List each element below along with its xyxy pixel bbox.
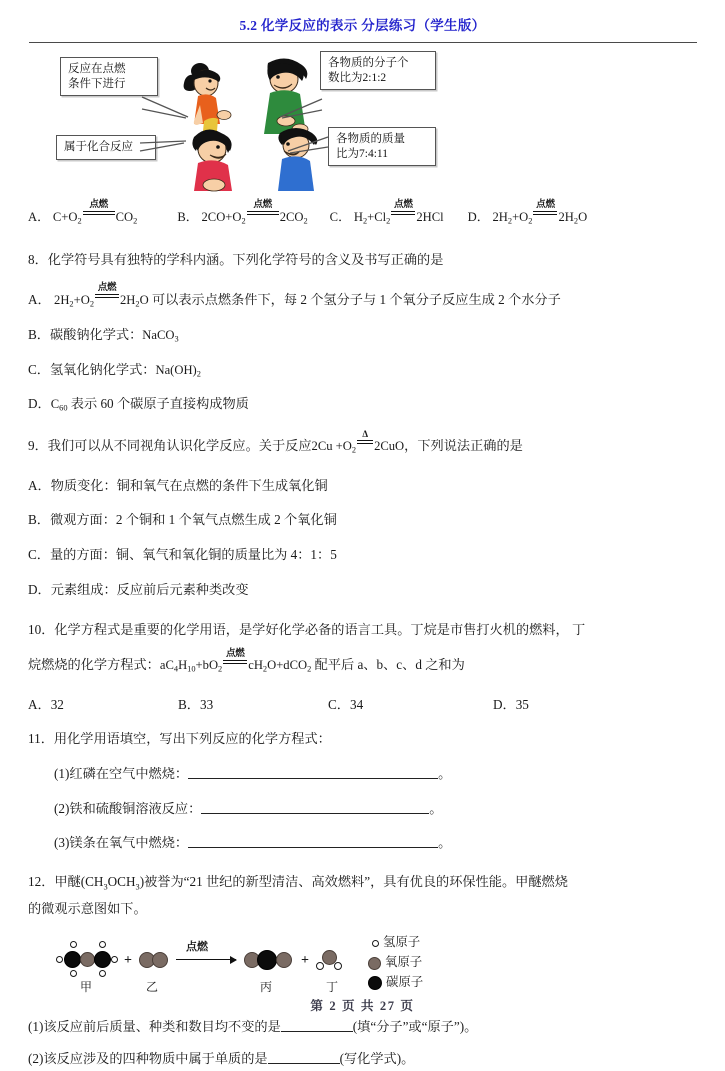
oxygen-atom [276, 952, 292, 968]
item-end: 。 [438, 835, 452, 851]
formula-text: +bO [195, 658, 219, 673]
equals-bar [357, 440, 373, 444]
formula-text: H [178, 658, 188, 673]
speech-bubble-2 [320, 51, 436, 90]
answer-blank[interactable] [281, 1018, 353, 1032]
oxygen-atom [152, 952, 168, 968]
formula-text: 2CuO [374, 439, 405, 454]
legend-oxygen [368, 952, 422, 970]
formula-sub: 2 [303, 216, 308, 226]
formula-sub: 10 [187, 664, 196, 674]
item-end: 。 [438, 765, 452, 781]
q9-stem [28, 429, 687, 459]
q8-option-d [28, 391, 687, 417]
stem-text: 配平后 a、b、c、d 之和为 [314, 657, 465, 673]
formula-text: cH [248, 658, 263, 673]
speech-bubble-1 [60, 57, 158, 96]
bubble-line: 属于化合反应 [64, 141, 133, 153]
q9-option-d [28, 577, 687, 603]
reaction-condition: 点燃 [97, 282, 117, 294]
oxygen-legend-icon [368, 957, 381, 970]
option-text: 可以表示点燃条件下，每 2 个氢分子与 1 个氧分子反应生成 2 个水分子 [152, 292, 561, 308]
q9-equation [311, 429, 405, 455]
equals-bar [391, 211, 415, 215]
legend-label: 氧原子 [385, 954, 423, 969]
formula-sub: 3 [135, 882, 140, 892]
reaction-condition: 点燃 [253, 199, 272, 211]
page-footer: 第 2 页 共 27 页 [310, 999, 415, 1013]
formula-sub: 2 [386, 216, 391, 226]
formula-sub: 2 [528, 216, 533, 226]
formula-text: +O [512, 210, 529, 224]
answer-blank[interactable] [201, 800, 429, 814]
carbon-legend-icon [368, 976, 382, 990]
q9-option-a [28, 473, 687, 499]
q7-option-d [467, 199, 588, 226]
stem-text: )被誉为“21 世纪的新型清洁、高效燃料”，具有优良的环保性能。甲醚燃烧 [139, 874, 568, 890]
bubble-line: 反应在点燃 [68, 63, 126, 75]
molecule-label-bing: 丙 [259, 979, 272, 994]
q8-option-a [28, 282, 687, 313]
formula-text: aC [159, 658, 174, 673]
q10-option-b: B．33 [178, 697, 214, 713]
option-label: D． [28, 581, 51, 597]
title-divider [29, 42, 697, 43]
option-text: 元素组成：反应前后元素种类改变 [50, 581, 249, 597]
formula-text: 2CO [279, 210, 304, 224]
formula-text: O [139, 293, 149, 308]
option-label: B． [177, 210, 199, 224]
q12-stem-line2: 的微观示意图如下。 [28, 901, 147, 917]
formula-sub: 2 [89, 299, 94, 309]
formula-text: C [50, 397, 60, 412]
formula-sub: 60 [59, 403, 68, 413]
molecule-diagram [54, 928, 687, 1004]
stem-text: 烷燃烧的化学方程式： [28, 657, 160, 673]
formula-text: 2H [558, 210, 574, 224]
cartoon-girl-red [184, 123, 246, 191]
formula-text: 2H [120, 293, 136, 308]
molecule-label-jia: 甲 [79, 979, 92, 994]
reaction-condition: 点燃 [225, 647, 245, 659]
stem-text: 12．甲醚(CH [28, 874, 104, 890]
bubble-line: 各物质的质量 [336, 133, 405, 145]
formula-sub: 2 [262, 664, 268, 674]
formula-sub: 3 [174, 334, 179, 344]
reaction-condition: Δ [362, 429, 368, 440]
equals-bar [247, 211, 279, 215]
reaction-condition: 点燃 [394, 199, 413, 211]
bubble-line: 比为7:4:11 [336, 147, 388, 160]
carbon-atom [94, 951, 111, 968]
q11-item-1 [54, 761, 687, 787]
q8-option-c [28, 357, 687, 383]
hydrogen-legend-icon [372, 940, 379, 947]
reaction-condition: 点燃 [536, 199, 555, 211]
item-text: (1)该反应前后质量、种类和数目均不变的是 [28, 1018, 281, 1034]
answer-blank[interactable] [188, 835, 438, 849]
option-label: C． [329, 210, 351, 224]
formula-text: 2HCl [416, 210, 444, 224]
reaction-condition: 点燃 [186, 940, 208, 953]
formula-sub: 2 [135, 299, 140, 309]
item-text: (填“分子”或“原子”)。 [352, 1018, 478, 1034]
q10-option-d: D．35 [493, 697, 529, 713]
q8-equation [54, 282, 149, 309]
item-text: (1)红磷在空气中燃烧： [54, 765, 189, 781]
bubble-line: 数比为2:1:2 [328, 71, 387, 84]
q10-stem-line1: 10．化学方程式是重要的化学用语，是学好化学必备的语言工具。丁烷是市售打火机的燃料， 丁 [28, 621, 586, 637]
oxygen-atom [80, 952, 95, 967]
q10-stem-line2 [28, 647, 687, 678]
formula-text: C+O [52, 210, 78, 224]
equals-bar [83, 211, 115, 215]
q11-stem: 11．用化学用语填空，写出下列反应的化学方程式： [28, 731, 331, 747]
bubble-tail-3 [138, 139, 190, 161]
q11-item-3 [54, 830, 687, 856]
q7-options-row [28, 199, 687, 226]
item-text: (2)铁和硫酸铜溶液反应： [54, 800, 202, 816]
q7-option-c [329, 199, 444, 226]
formula-sub: 2 [241, 216, 246, 226]
hydrogen-atom [56, 956, 63, 963]
option-text: 表示 60 个碳原子直接构成物质 [70, 396, 249, 412]
q7-option-a [28, 199, 138, 226]
equals-bar [223, 660, 247, 664]
q8-option-b [28, 322, 687, 348]
carbon-atom [257, 950, 277, 970]
formula-naco3 [142, 328, 178, 342]
formula-sub: 2 [307, 664, 312, 674]
q10-options-row [28, 694, 687, 713]
cartoon-illustration [28, 47, 687, 192]
formula-sub: 2 [77, 216, 82, 226]
hydrogen-atom [70, 970, 77, 977]
formula-sub: 2 [507, 216, 513, 226]
hydrogen-atom [316, 962, 324, 970]
speech-bubble-4 [328, 127, 436, 166]
q10-option-c: C．34 [328, 697, 364, 713]
formula-c60 [51, 397, 68, 411]
option-text: 微观方面：2 个铜和 1 个氧气点燃生成 2 个氧化铜 [49, 512, 337, 528]
formula-sub: 2 [362, 216, 368, 226]
bubble-tail-2 [278, 97, 324, 121]
formula-naoh2 [155, 363, 200, 377]
q7-option-b [177, 199, 308, 226]
legend-label: 氢原子 [383, 934, 421, 949]
q10-option-a: A．32 [28, 697, 64, 713]
answer-blank[interactable] [268, 1050, 340, 1064]
option-label: A． [28, 210, 50, 224]
q8-stem: 8．化学符号具有独特的学科内涵。下列化学符号的含义及书写正确的是 [28, 252, 444, 268]
option-label: C． [28, 361, 50, 377]
molecule-label-yi: 乙 [145, 979, 158, 994]
formula-text: 2H [492, 210, 508, 224]
option-label: B． [28, 326, 50, 342]
bubble-line: 各物质的分子个 [328, 57, 409, 69]
plus-sign: + [301, 952, 309, 968]
reaction-arrow [390, 199, 416, 221]
reaction-arrow [94, 282, 120, 304]
molecule-label-ding: 丁 [325, 979, 338, 994]
option-label: D． [28, 396, 51, 412]
q12-sub-item-1 [28, 1014, 687, 1040]
formula-text: O+dCO [267, 658, 308, 673]
reaction-arrow [222, 647, 248, 670]
formula-text: CO [115, 210, 134, 224]
formula-sub: 2 [573, 216, 579, 226]
page-title: 5.2 化学反应的表示 分层练习（学生版） [239, 18, 486, 33]
q10-equation [159, 647, 312, 674]
option-label: D． [467, 210, 490, 224]
formula-sub: 2 [69, 299, 74, 309]
hydrogen-atom [99, 941, 106, 948]
q11-item-2 [54, 796, 687, 822]
hydrogen-atom [99, 970, 106, 977]
legend-hydrogen [372, 932, 420, 950]
q9-option-b [28, 507, 687, 533]
formula-text: +Cl [367, 210, 387, 224]
formula-text: O [578, 210, 588, 224]
option-label: A． [28, 292, 51, 308]
option-label: C． [28, 547, 50, 563]
reaction-condition: 点燃 [89, 199, 108, 211]
option-text: 量的方面：铜、氧气和氧化铜的质量比为 4：1：5 [49, 547, 337, 563]
reaction-arrow [532, 199, 558, 221]
stem-text: 9．我们可以从不同视角认识化学反应。关于反应 [28, 438, 312, 454]
formula-sub: 4 [173, 664, 179, 674]
option-label: B． [28, 512, 50, 528]
formula-sub: 2 [133, 216, 138, 226]
q12-stem-line1 [28, 869, 687, 896]
reaction-arrow [246, 199, 280, 221]
formula-text: 2Cu +O [311, 439, 352, 454]
stem-text: ，下列说法正确的是 [404, 438, 523, 454]
q9-option-c [28, 542, 687, 568]
formula-sub: 2 [351, 445, 357, 455]
option-text: 碳酸钠化学式： [49, 326, 143, 342]
option-label: A． [28, 477, 51, 493]
stem-text: OCH [107, 874, 136, 890]
answer-blank[interactable] [188, 765, 438, 779]
item-end: 。 [429, 800, 443, 816]
equals-bar [95, 294, 119, 298]
item-text: (写化学式)。 [339, 1050, 415, 1066]
legend-label: 碳原子 [386, 974, 424, 989]
bubble-line: 条件下进行 [68, 77, 126, 90]
formula-text: Na(OH) [155, 362, 197, 377]
equals-bar [533, 211, 557, 215]
plus-sign: + [124, 952, 132, 968]
reaction-arrow [82, 199, 116, 221]
formula-sub: 3 [103, 882, 108, 892]
item-text: (2)该反应涉及的四种物质中属于单质的是 [28, 1050, 268, 1066]
carbon-atom [64, 951, 81, 968]
formula-text: NaCO [142, 327, 175, 342]
q12-sub-item-2 [28, 1046, 687, 1071]
item-text: (3)镁条在氧气中燃烧： [54, 835, 189, 851]
hydrogen-atom [334, 962, 342, 970]
hydrogen-atom [111, 956, 118, 963]
document-content [0, 47, 725, 1071]
formula-sub: 2 [218, 664, 223, 674]
reaction-arrow [356, 429, 374, 450]
bubble-tail-4 [286, 135, 330, 159]
formula-text: +O [73, 293, 90, 308]
reaction-arrow [176, 959, 236, 960]
formula-text: 2CO+O [201, 210, 242, 224]
formula-text: 2H [54, 293, 70, 308]
formula-text: H [353, 210, 363, 224]
formula-sub: 2 [196, 368, 201, 378]
hydrogen-atom [70, 941, 77, 948]
option-text: 氢氧化钠化学式： [49, 361, 156, 377]
option-text: 物质变化：铜和氧气在点燃的条件下生成氧化铜 [50, 477, 328, 493]
legend-carbon [368, 972, 423, 990]
